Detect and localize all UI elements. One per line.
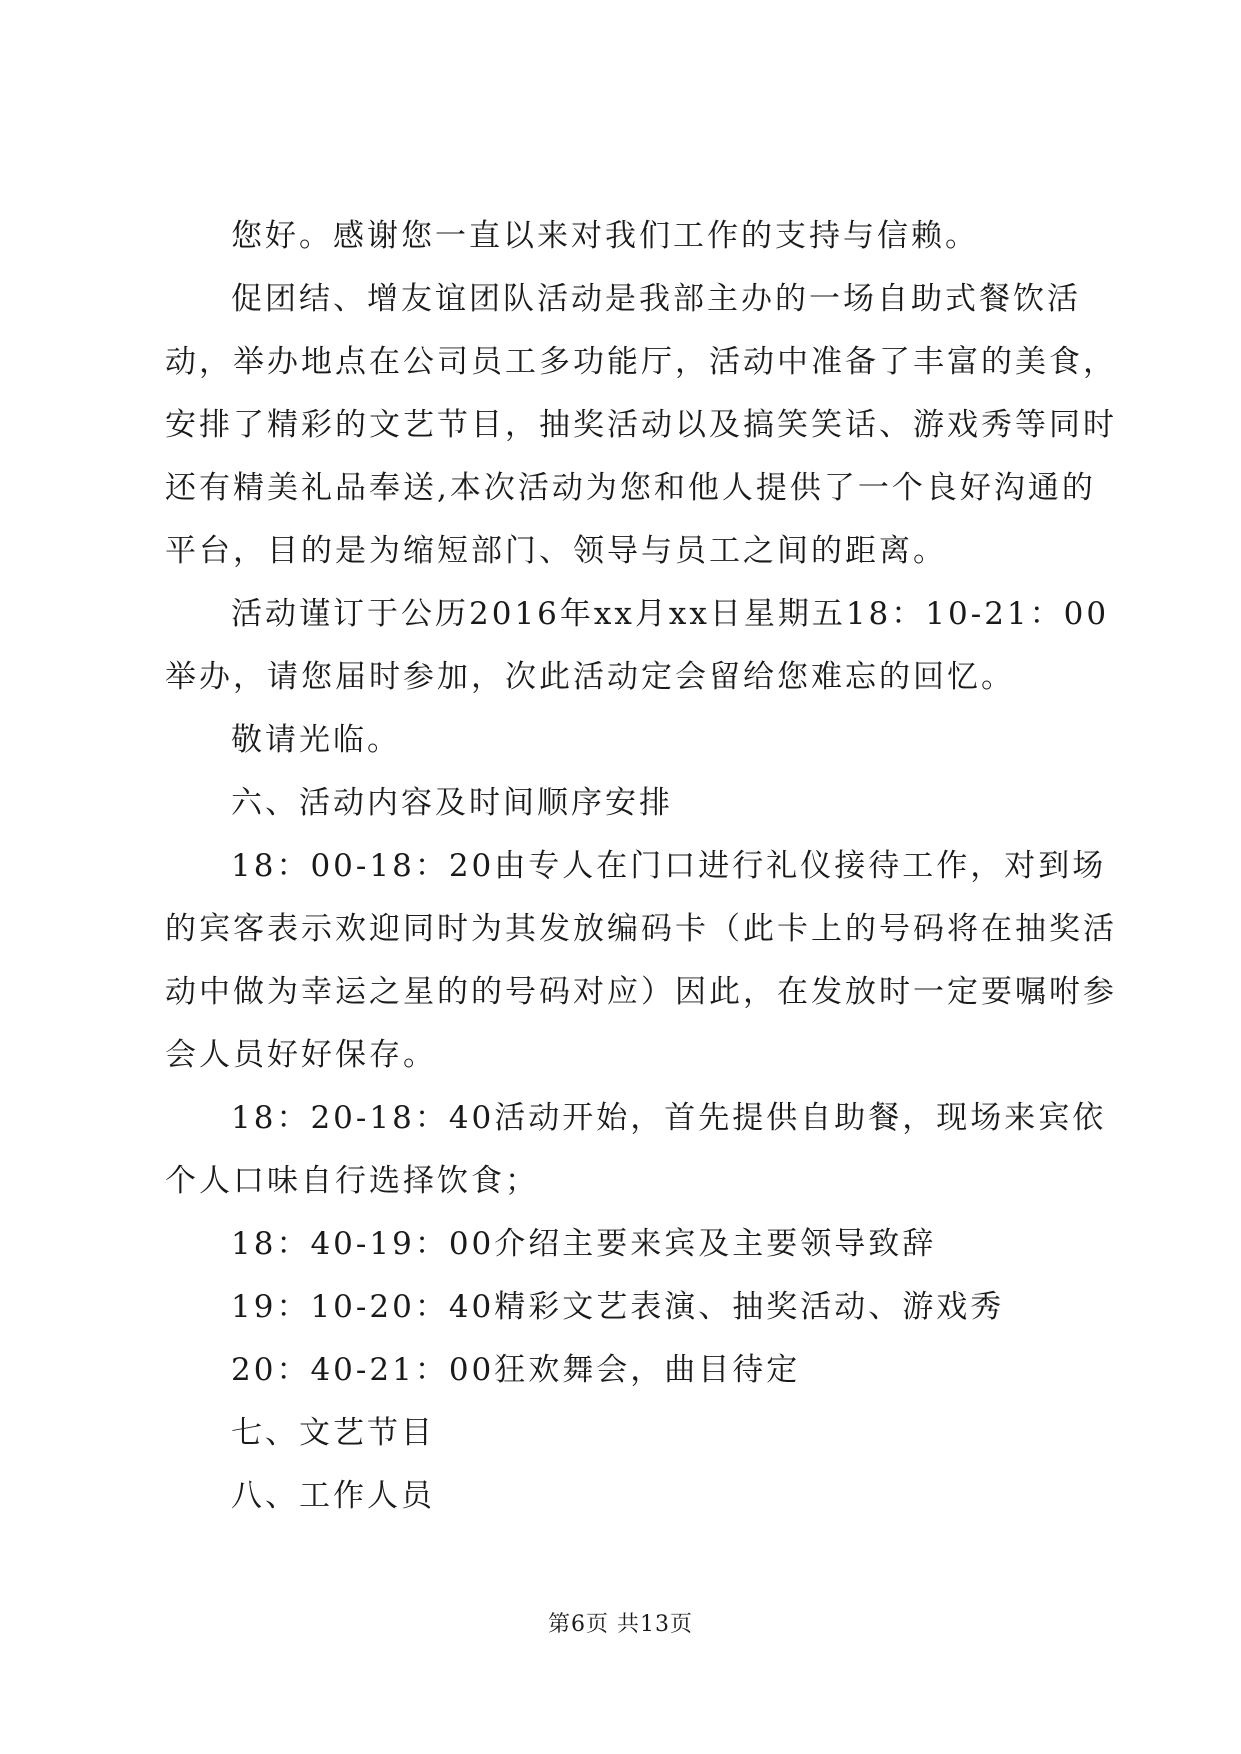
schedule-item-performance: 19：10-20：40精彩文艺表演、抽奖活动、游戏秀 xyxy=(231,1289,1005,1325)
page-footer xyxy=(0,1610,1241,1640)
paragraph-event-time: 活动谨订于公历2016年xx月xx日星期五18：10-21：00举办，请您届时参加，次此活动定会留给您难忘的回忆。 xyxy=(165,596,1110,695)
schedule-item-buffet: 18：20-18：40活动开始，首先提供自助餐，现场来宾依个人口味自行选择饮食； xyxy=(165,1100,1107,1199)
section-heading-schedule: 六、活动内容及时间顺序安排 xyxy=(231,785,673,821)
section-heading-staff: 八、工作人员 xyxy=(231,1478,435,1514)
schedule-item-speech: 18：40-19：00介绍主要来宾及主要领导致辞 xyxy=(231,1226,937,1262)
schedule-item-dance: 20：40-21：00狂欢舞会，曲目待定 xyxy=(231,1352,801,1388)
section-heading-programs: 七、文艺节目 xyxy=(231,1415,435,1451)
schedule-item-reception: 18：00-18：20由专人在门口进行礼仪接待工作，对到场的宾客表示欢迎同时为其发放编码卡（此卡上的号码将在抽奖活动中做为幸运之星的的号码对应）因此，在发放时一定要嘱咐参会人员好好保存。 xyxy=(165,848,1117,1073)
paragraph-greeting: 您好。感谢您一直以来对我们工作的支持与信赖。 xyxy=(231,218,979,254)
page-indicator: 第6页 共13页 xyxy=(548,1612,693,1637)
paragraph-event-intro: 促团结、增友谊团队活动是我部主办的一场自助式餐饮活动，举办地点在公司员工多功能厅，活动中准备了丰富的美食，安排了精彩的文艺节目，抽奖活动以及搞笑笑话、游戏秀等同时还有精美礼品奉送,本次活动为您和他人提供了一个良好沟通的平台，目的是为缩短部门、领导与员工之间的距离。 xyxy=(165,281,1117,569)
paragraph-invitation: 敬请光临。 xyxy=(231,722,401,758)
document-body xyxy=(165,205,1125,1528)
